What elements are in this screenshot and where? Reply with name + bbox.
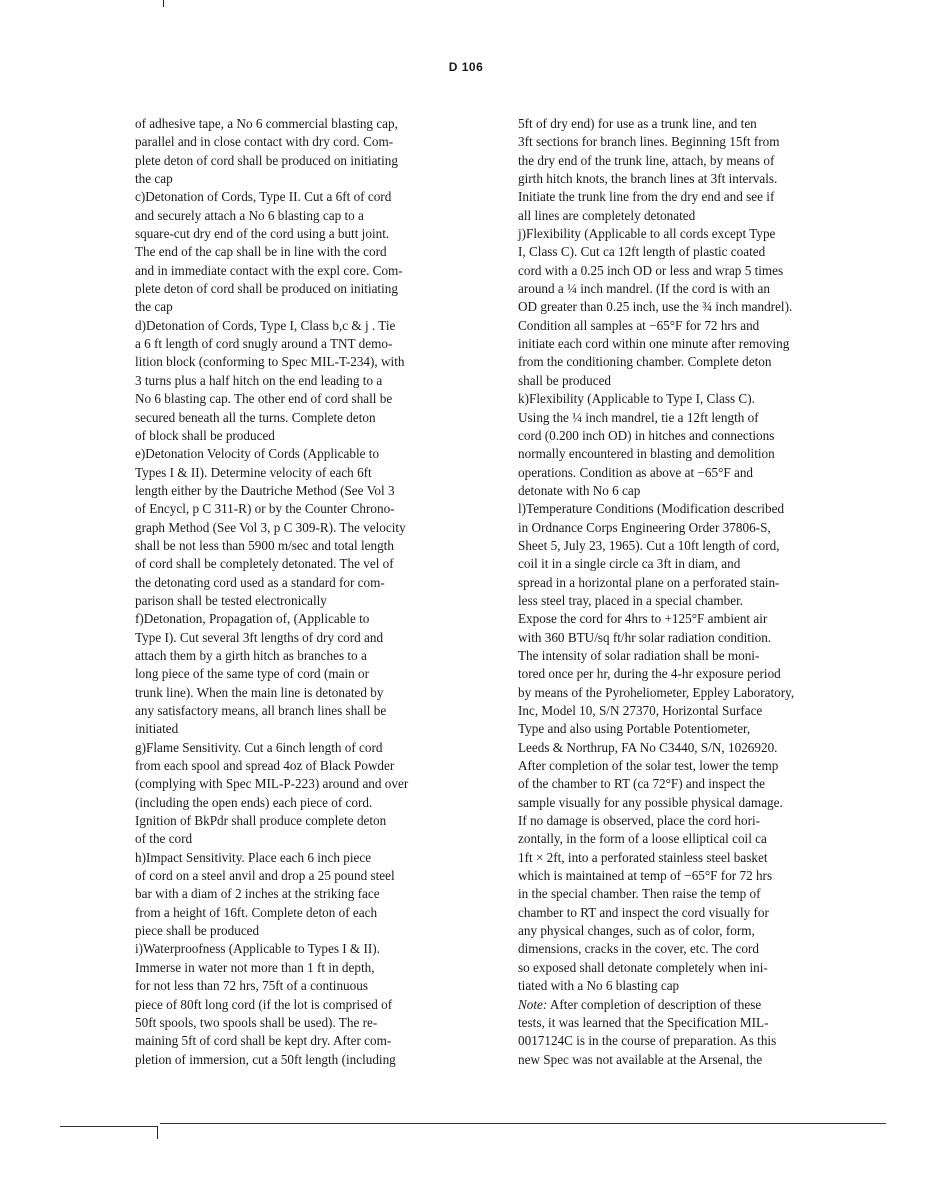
text-line: square-cut dry end of the cord using a butt joint. <box>135 226 390 242</box>
text-line: the dry end of the trunk line, attach, by means of <box>518 152 775 168</box>
text-line: coil it in a single circle ca 3ft in diam, and <box>518 556 741 572</box>
note-line: new Spec was not available at the Arsenal, the <box>518 1051 763 1067</box>
text-line: Condition all samples at −65°F for 72 hrs and <box>518 317 760 333</box>
text-line: graph Method (See Vol 3, p C 309-R). The velocity <box>135 519 406 535</box>
text-line: with 360 BTU/sq ft/hr solar radiation condition. <box>518 629 772 645</box>
text-line: e)Detonation Velocity of Cords (Applicable to <box>135 446 380 462</box>
text-line: of cord on a steel anvil and drop a 25 pound steel <box>135 868 395 884</box>
text-line: f)Detonation, Propagation of, (Applicable to <box>135 611 370 627</box>
text-line: 5ft of dry end) for use as a trunk line, and ten <box>518 116 757 131</box>
text-line: I, Class C). Cut ca 12ft length of plastic coated <box>518 244 766 260</box>
text-line: girth hitch knots, the branch lines at 3ft intervals. <box>518 171 778 187</box>
text-line: less steel tray, placed in a special chamber. <box>518 592 744 608</box>
text-line: of cord shall be completely detonated. The vel of <box>135 556 394 572</box>
text-line: by means of the Pyroheliometer, Eppley Laboratory, <box>518 684 795 700</box>
text-line: Using the ¼ inch mandrel, tie a 12ft length of <box>518 409 759 425</box>
text-line: l)Temperature Conditions (Modification described <box>518 501 785 517</box>
text-line: 1ft × 2ft, into a perforated stainless steel basket <box>518 849 768 865</box>
text-line: initiated <box>135 721 179 737</box>
right-column-lines <box>518 115 874 996</box>
text-line: attach them by a girth hitch as branches to a <box>135 647 367 663</box>
text-line: 3ft sections for branch lines. Beginning 15ft from <box>518 134 780 150</box>
text-line: tored once per hr, during the 4-hr exposure period <box>518 666 781 682</box>
text-line: (including the open ends) each piece of cord. <box>135 794 373 810</box>
text-line: of adhesive tape, a No 6 commercial blasting cap, <box>135 116 398 131</box>
text-line: zontally, in the form of a loose elliptical coil ca <box>518 831 767 847</box>
top-edge-mark <box>163 0 164 7</box>
text-line: If no damage is observed, place the cord hori- <box>518 813 761 829</box>
text-line: j)Flexibility (Applicable to all cords except Type <box>518 226 776 242</box>
text-line: plete deton of cord shall be produced on initiating <box>135 281 398 297</box>
text-line: Types I & II). Determine velocity of each 6ft <box>135 464 372 480</box>
text-line: c)Detonation of Cords, Type II. Cut a 6ft of cord <box>135 189 392 205</box>
text-line: sample visually for any possible physical damage. <box>518 794 783 810</box>
footer-rule-left <box>60 1126 158 1127</box>
text-line: No 6 blasting cap. The other end of cord shall be <box>135 391 393 407</box>
note-line: tests, it was learned that the Specification MIL- <box>518 1014 769 1030</box>
text-line: Leeds & Northrup, FA No C3440, S/N, 1026920. <box>518 739 778 755</box>
text-line: d)Detonation of Cords, Type I, Class b,c & j . Tie <box>135 317 396 333</box>
text-line: Type and also using Portable Potentiometer, <box>518 721 751 737</box>
text-line: in the special chamber. Then raise the temp of <box>518 886 761 902</box>
text-line: for not less than 72 hrs, 75ft of a continuous <box>135 978 368 994</box>
left-text-column <box>135 115 480 1069</box>
text-line: parallel and in close contact with dry cord. Com- <box>135 134 394 150</box>
footer-rule-right <box>160 1123 886 1124</box>
note-line: 0017124C is in the course of preparation. As this <box>518 1033 777 1049</box>
text-line: After completion of the solar test, lower the temp <box>518 758 779 774</box>
text-line: so exposed shall detonate completely when ini- <box>518 959 768 975</box>
text-line: length either by the Dautriche Method (See Vol 3 <box>135 482 395 498</box>
text-line: long piece of the same type of cord (main or <box>135 666 369 682</box>
text-line: The end of the cap shall be in line with the cord <box>135 244 387 260</box>
text-line: and securely attach a No 6 blasting cap to a <box>135 207 364 223</box>
text-line: from each spool and spread 4oz of Black Powder <box>135 758 395 774</box>
text-line: Sheet 5, July 23, 1965). Cut a 10ft length of cord, <box>518 537 780 553</box>
text-line: parison shall be tested electronically <box>135 592 327 608</box>
text-line: (complying with Spec MIL-P-223) around and over <box>135 776 409 792</box>
text-line: in Ordnance Corps Engineering Order 37806-S, <box>518 519 771 535</box>
text-line: lition block (conforming to Spec MIL-T-234), with <box>135 354 405 370</box>
text-line: Immerse in water not more than 1 ft in depth, <box>135 959 375 975</box>
text-line: any physical changes, such as of color, form, <box>518 923 755 939</box>
text-line: plete deton of cord shall be produced on initiating <box>135 152 398 168</box>
text-line: The intensity of solar radiation shall be moni- <box>518 647 760 663</box>
text-line: OD greater than 0.25 inch, use the ¾ inch mandrel). <box>518 299 793 315</box>
text-line: g)Flame Sensitivity. Cut a 6inch length of cord <box>135 739 383 755</box>
text-line: any satisfactory means, all branch lines shall be <box>135 703 387 718</box>
text-line: cord with a 0.25 inch OD or less and wrap 5 times <box>518 262 784 278</box>
text-line: secured beneath all the turns. Complete deton <box>135 409 376 425</box>
text-line: h)Impact Sensitivity. Place each 6 inch piece <box>135 849 372 865</box>
text-line: and in immediate contact with the expl core. Com- <box>135 262 403 278</box>
text-line: trunk line). When the main line is detonated by <box>135 684 384 700</box>
text-line: maining 5ft of cord shall be kept dry. After com- <box>135 1033 392 1049</box>
text-line: the cap <box>135 171 173 187</box>
text-line: cord (0.200 inch OD) in hitches and connections <box>518 427 775 443</box>
text-line: all lines are completely detonated <box>518 207 696 223</box>
text-line: 50ft spools, two spools shall be used). The re- <box>135 1014 378 1030</box>
footer-tick-mark <box>157 1126 158 1139</box>
note-label: Note: <box>518 996 548 1012</box>
text-line: Initiate the trunk line from the dry end and see if <box>518 189 775 205</box>
text-line: piece of 80ft long cord (if the lot is comprised of <box>135 996 393 1012</box>
text-line: around a ¼ inch mandrel. (If the cord is with an <box>518 281 770 297</box>
right-text-column <box>518 115 874 1069</box>
text-line: pletion of immersion, cut a 50ft length (including <box>135 1051 396 1067</box>
text-line: Type I). Cut several 3ft lengths of dry cord and <box>135 629 384 645</box>
text-line: i)Waterproofness (Applicable to Types I & II). <box>135 941 380 957</box>
note-paragraph <box>518 996 874 1069</box>
text-line: shall be not less than 5900 m/sec and total length <box>135 537 394 553</box>
text-line: spread in a horizontal plane on a perforated stain- <box>518 574 780 590</box>
page-number: D 106 <box>448 60 484 74</box>
text-line: of Encycl, p C 311-R) or by the Counter Chrono- <box>135 501 395 517</box>
text-line: the cap <box>135 299 173 315</box>
text-line: operations. Condition as above at −65°F and <box>518 464 754 480</box>
text-line: shall be produced <box>518 372 612 388</box>
note-first-line-text: After completion of description of these <box>547 996 762 1012</box>
text-line: tiated with a No 6 blasting cap <box>518 978 680 994</box>
text-line: a 6 ft length of cord snugly around a TNT demo- <box>135 336 393 352</box>
text-line: normally encountered in blasting and demolition <box>518 446 775 462</box>
text-line: Expose the cord for 4hrs to +125°F ambient air <box>518 611 768 627</box>
text-line: dimensions, cracks in the cover, etc. The cord <box>518 941 759 957</box>
text-line: from the conditioning chamber. Complete deton <box>518 354 772 370</box>
text-line: bar with a diam of 2 inches at the striking face <box>135 886 380 902</box>
text-line: Ignition of BkPdr shall produce complete deton <box>135 813 387 829</box>
text-line: 3 turns plus a half hitch on the end leading to a <box>135 372 383 388</box>
text-line: piece shall be produced <box>135 923 260 939</box>
text-line: chamber to RT and inspect the cord visually for <box>518 904 769 920</box>
text-line: detonate with No 6 cap <box>518 482 641 498</box>
note-first-line <box>518 996 874 1014</box>
text-line: initiate each cord within one minute after removing <box>518 336 790 352</box>
text-line: the detonating cord used as a standard for com- <box>135 574 385 590</box>
text-line: k)Flexibility (Applicable to Type I, Class C). <box>518 391 755 407</box>
text-line: of the cord <box>135 831 193 847</box>
text-line: of block shall be produced <box>135 427 275 443</box>
text-line: which is maintained at temp of −65°F for 72 hrs <box>518 868 773 884</box>
text-line: from a height of 16ft. Complete deton of each <box>135 904 378 920</box>
text-line: Inc, Model 10, S/N 27370, Horizontal Surface <box>518 703 763 718</box>
text-line: of the chamber to RT (ca 72°F) and inspect the <box>518 776 766 792</box>
